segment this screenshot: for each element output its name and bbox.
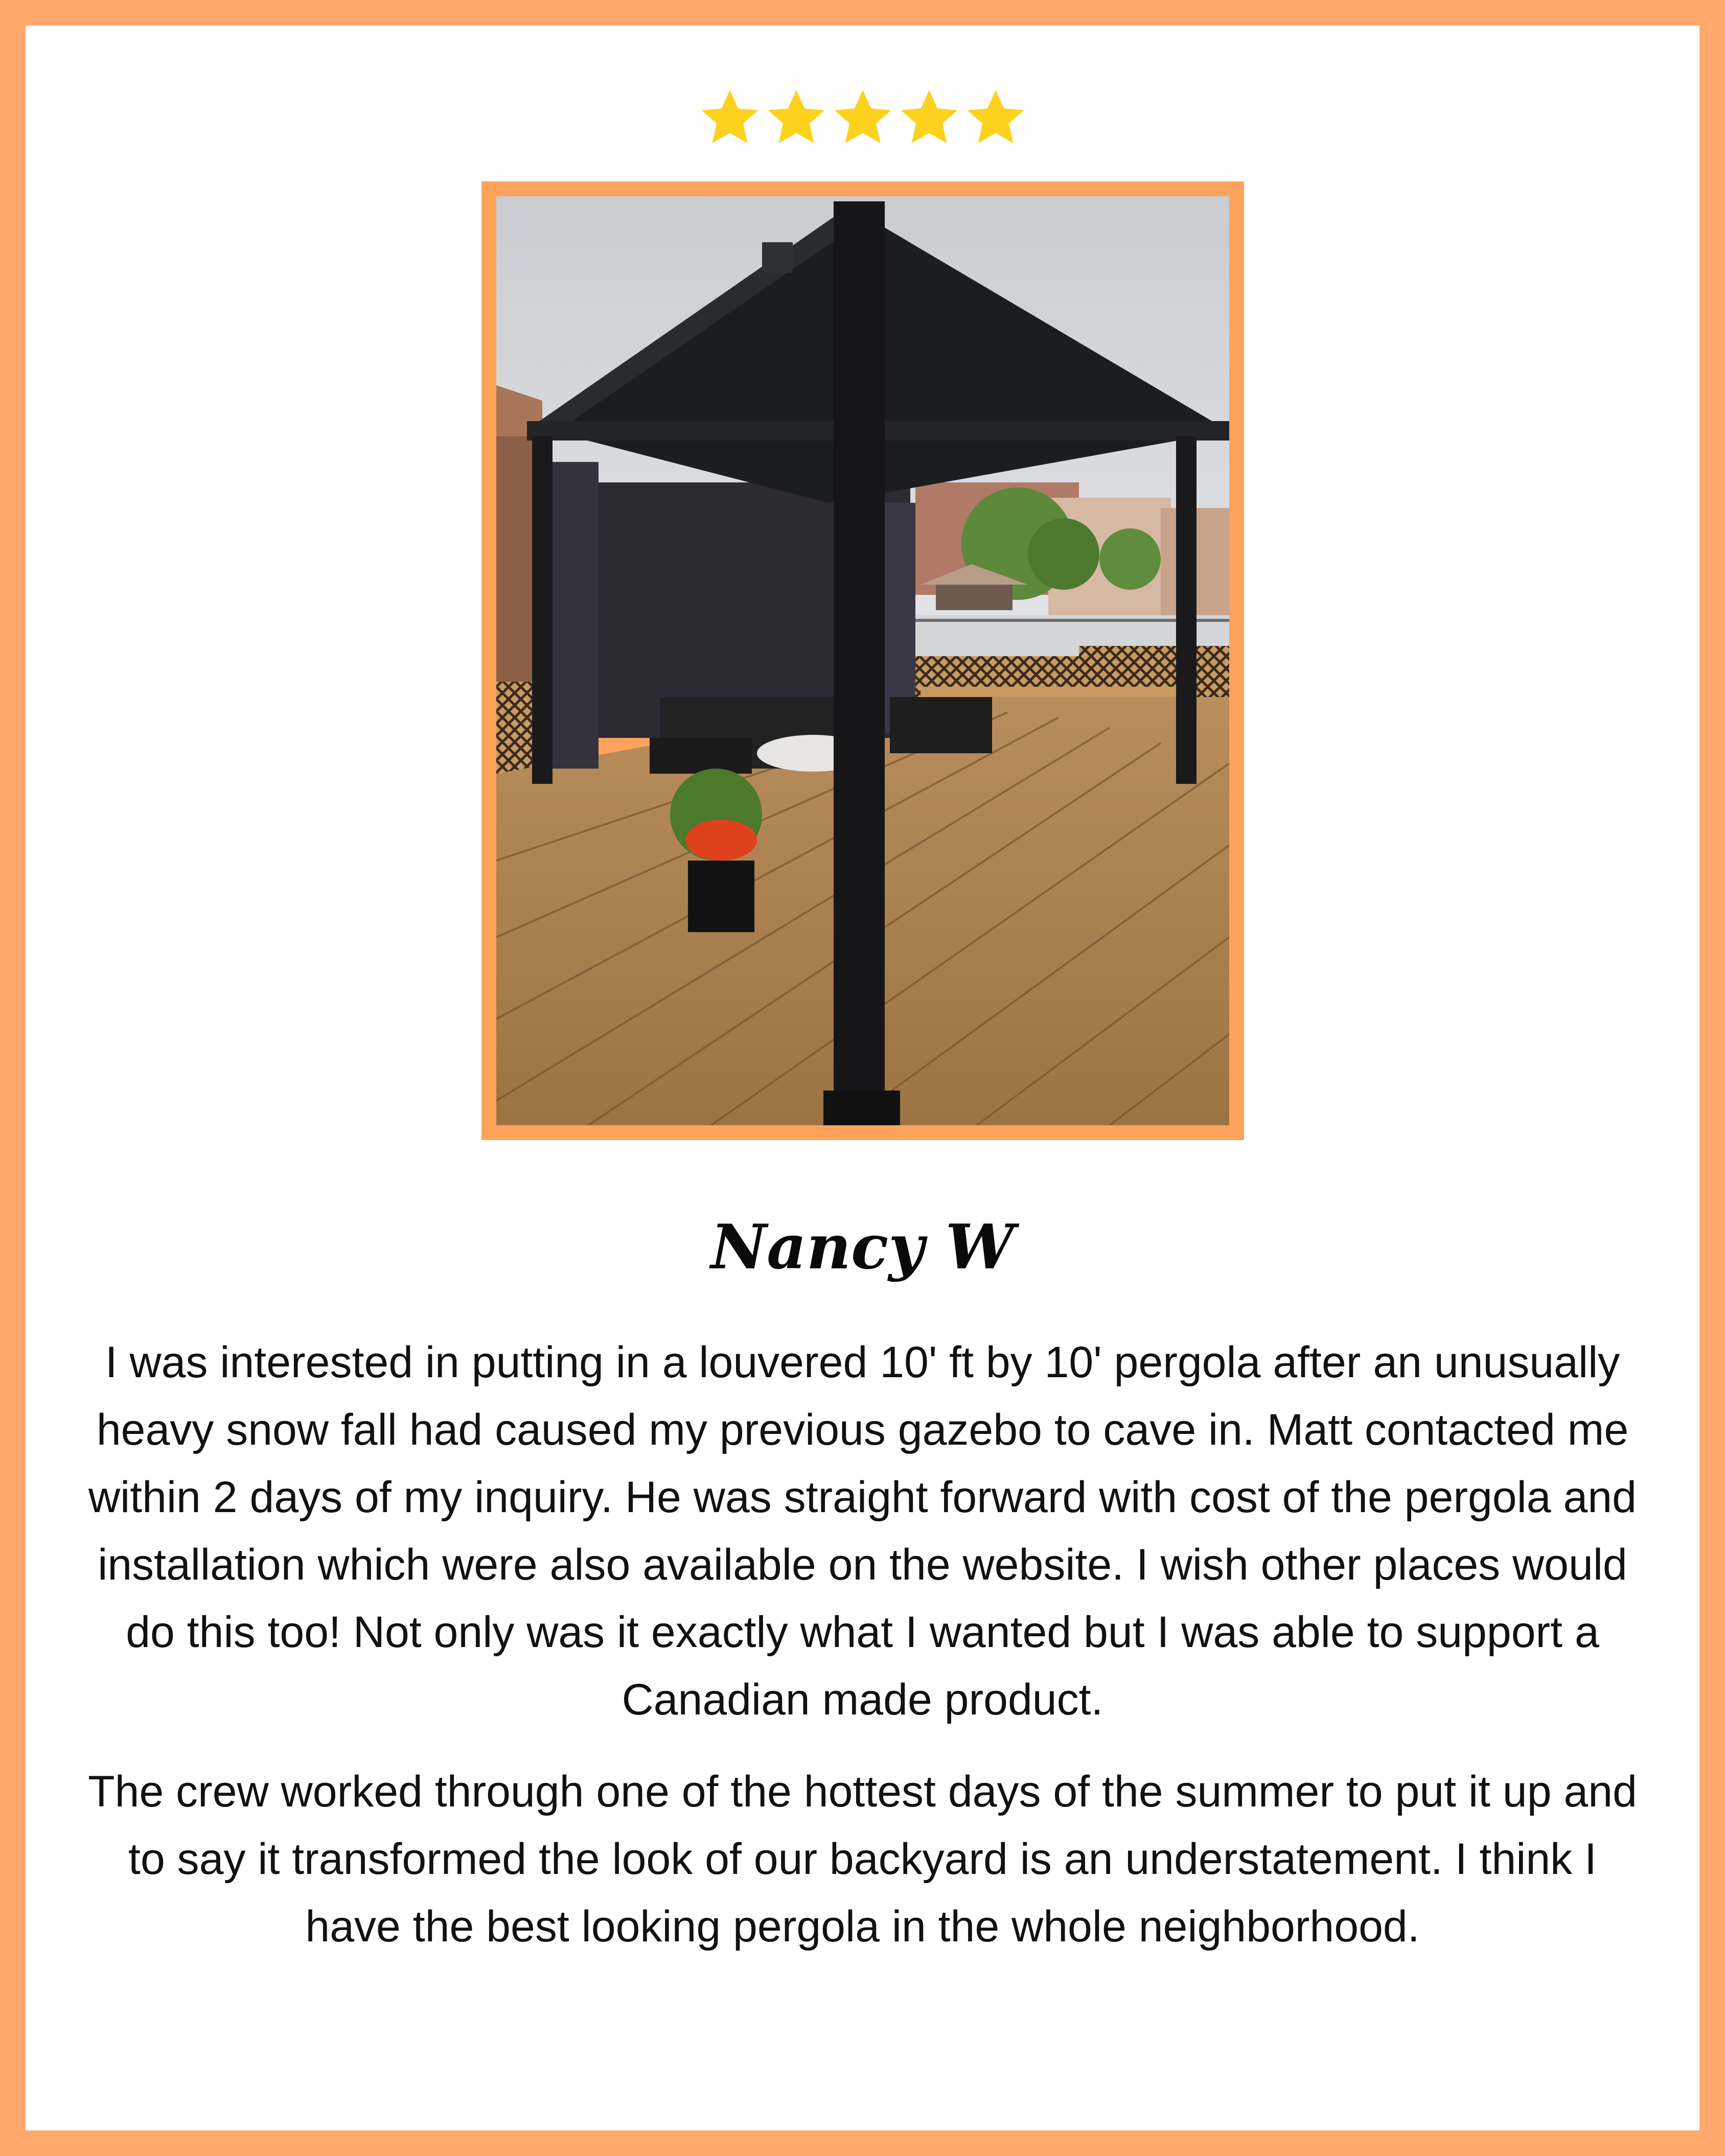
review-text [87,1329,1638,1985]
star-icon [830,87,895,149]
pergola-photo [496,196,1229,1125]
review-paragraph: I was interested in putting in a louvered 10' ft by 10' pergola after an unusually heavy snow fall had caused my previous gazebo to cave in. Matt contacted me within 2 days of my inquiry. He was straight forward with cost of the pergola and installation which were also available on the website. I wish other places would do this too! Not only was it exactly what I wanted but I was able to support a Canadian made product. [88,1338,1637,1724]
star-icon [697,87,763,149]
star-rating [26,87,1699,152]
star-icon [764,87,829,149]
star-icon [896,87,962,149]
reviewer-name: Nancy W [710,1211,1015,1283]
photo-frame [481,181,1244,1140]
star-icon [963,87,1028,149]
review-paragraph: The crew worked through one of the hottest days of the summer to put it up and to say it transformed the look of our backyard is an understatement. I think I have the best looking pergola in the whole neighborhood. [88,1767,1637,1951]
testimonial-card [26,26,1699,2130]
